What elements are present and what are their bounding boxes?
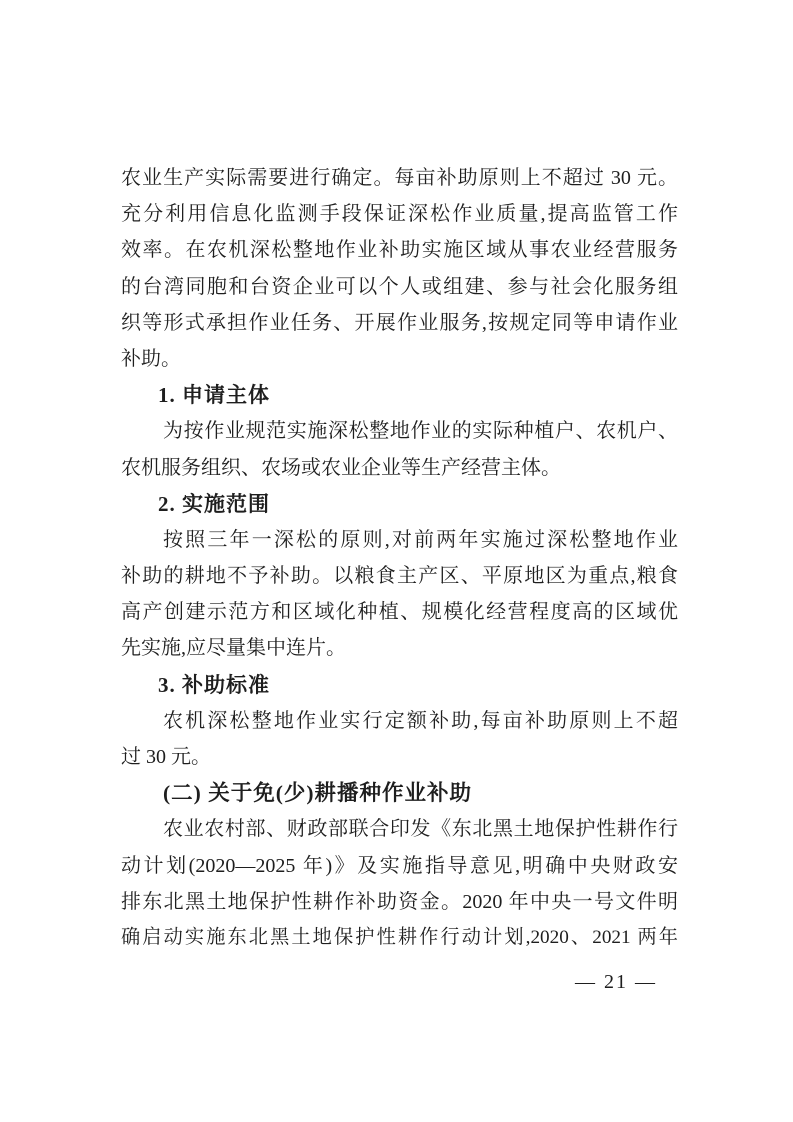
paragraph-line: 按照三年一深松的原则,对前两年实施过深松整地作业 — [163, 528, 678, 551]
paragraph-line: 农业农村部、财政部联合印发《东北黑土地保护性耕作行 — [163, 818, 678, 841]
paragraph-line: 效率。在农机深松整地作业补助实施区域从事农业经营服务 — [121, 239, 678, 262]
paragraph-line: 确启动实施东北黑土地保护性耕作行动计划,2020、2021 两年 — [121, 926, 678, 948]
heading-subsidy-standard: 3. 补助标准 — [158, 672, 270, 697]
paragraph-line: 先实施,应尽量集中连片。 — [121, 637, 346, 660]
paragraph-line: 的台湾同胞和台资企业可以个人或组建、参与社会化服务组 — [121, 275, 678, 298]
page-number: — 21 — — [575, 971, 657, 993]
paragraph-line: 补助的耕地不予补助。以粮食主产区、平原地区为重点,粮食 — [121, 565, 678, 588]
heading-implementation-scope: 2. 实施范围 — [158, 491, 270, 516]
paragraph-line: 补助。 — [121, 347, 181, 370]
document-body — [121, 160, 678, 956]
paragraph-line: 织等形式承担作业任务、开展作业服务,按规定同等申请作业 — [121, 311, 678, 334]
paragraph-line: 充分利用信息化监测手段保证深松作业质量,提高监管工作 — [121, 203, 678, 226]
paragraph-line: 农机深松整地作业实行定额补助,每亩补助原则上不超 — [163, 709, 678, 732]
paragraph-line: 高产创建示范方和区域化种植、规模化经营程度高的区域优 — [121, 601, 678, 624]
paragraph-line: 排东北黑土地保护性耕作补助资金。2020 年中央一号文件明 — [121, 890, 678, 913]
paragraph-line: 农机服务组织、农场或农业企业等生产经营主体。 — [121, 456, 561, 479]
paragraph-line: 动计划(2020—2025 年)》及实施指导意见,明确中央财政安 — [121, 854, 678, 877]
heading-application-subject: 1. 申请主体 — [158, 383, 270, 408]
paragraph-line: 为按作业规范实施深松整地作业的实际种植户、农机户、 — [163, 420, 678, 443]
paragraph-line: 农业生产实际需要进行确定。每亩补助原则上不超过 30 元。 — [121, 167, 678, 189]
paragraph-line: 过 30 元。 — [121, 746, 211, 768]
heading-no-till-seeding-subsidy: (二) 关于免(少)耕播种作业补助 — [163, 781, 473, 806]
